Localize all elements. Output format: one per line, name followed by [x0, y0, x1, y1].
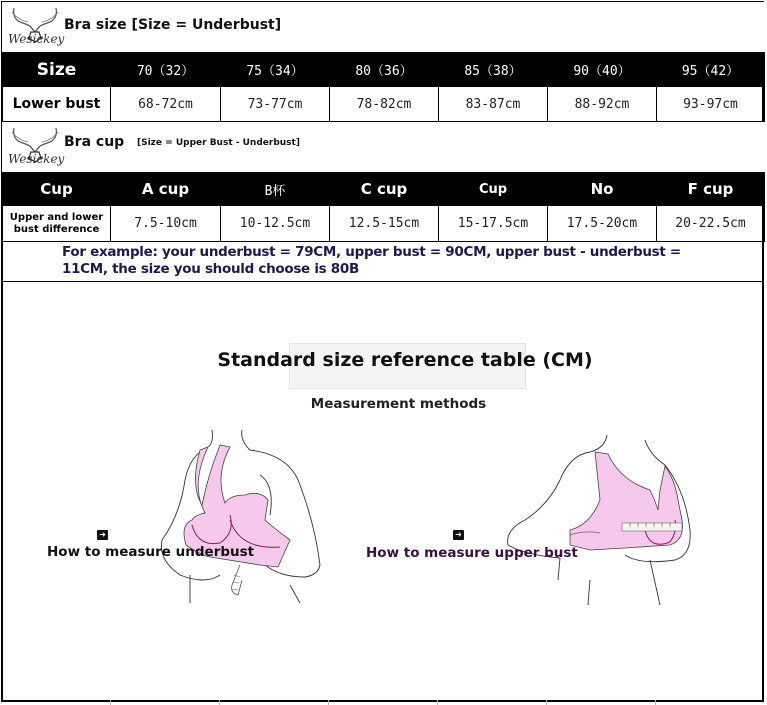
range-cell: 93-97cm: [657, 87, 765, 122]
bra-cup-title: Bra cup: [64, 134, 125, 150]
cup-cell: B杯: [221, 173, 330, 206]
reference-title: Standard size reference table (CM): [217, 349, 593, 371]
cup-range-cell: 12.5-15cm: [330, 206, 439, 242]
bra-cup-table: [2, 172, 765, 242]
size-cell: 90（40）: [548, 53, 657, 87]
size-cell: 70（32）: [111, 53, 221, 87]
bra-size-header: [2, 2, 764, 52]
size-header-label: Size: [3, 53, 111, 87]
cup-range-cell: 10-12.5cm: [221, 206, 330, 242]
range-cell: 83-87cm: [439, 87, 548, 122]
cup-cell: F cup: [657, 173, 765, 206]
bottom-column-ticks: [0, 700, 767, 705]
cup-range-cell: 20-22.5cm: [657, 206, 765, 242]
bust-difference-label: Upper and lower bust difference: [3, 206, 111, 242]
bra-size-title: Bra size [Size = Underbust]: [64, 17, 282, 33]
underbust-illustration: [150, 425, 365, 605]
bust-difference-row: [3, 206, 765, 242]
brand-name: Wesickey: [8, 32, 65, 46]
example-text: For example: your underbust = 79CM, upper bust = 90CM, upper bust - underbust = 11CM, the size you should choose is 80B: [62, 244, 681, 277]
underbust-caption: How to measure underbust: [47, 544, 255, 560]
lower-bust-row: [3, 87, 765, 122]
cup-header-label: Cup: [3, 173, 111, 206]
range-cell: 78-82cm: [330, 87, 439, 122]
example-note: [2, 240, 764, 282]
cup-header-row: [3, 173, 765, 206]
cup-range-cell: 15-17.5cm: [439, 206, 548, 242]
bra-cup-subtitle: [Size = Upper Bust - Underbust]: [137, 138, 300, 148]
size-header-row: [3, 53, 765, 87]
cup-cell: Cup: [439, 173, 548, 206]
upper-bust-illustration: [500, 430, 700, 610]
arrow-right-icon: ➜: [97, 530, 108, 540]
range-cell: 73-77cm: [221, 87, 330, 122]
upper-bust-caption: How to measure upper bust: [366, 545, 578, 561]
brand-name: Wesickey: [8, 152, 65, 166]
bra-size-table: [2, 52, 765, 122]
cup-range-cell: 17.5-20cm: [548, 206, 657, 242]
cup-cell: No: [548, 173, 657, 206]
size-cell: 95（42）: [657, 53, 765, 87]
lower-bust-label: Lower bust: [3, 87, 111, 122]
range-cell: 88-92cm: [548, 87, 657, 122]
measurement-methods-title: Measurement methods: [310, 396, 487, 412]
size-cell: 85（38）: [439, 53, 548, 87]
size-cell: 75（34）: [221, 53, 330, 87]
bra-cup-header: [2, 122, 764, 172]
cup-range-cell: 7.5-10cm: [111, 206, 221, 242]
arrow-right-icon: ➜: [453, 530, 464, 540]
cup-cell: C cup: [330, 173, 439, 206]
range-cell: 68-72cm: [111, 87, 221, 122]
size-cell: 80（36）: [330, 53, 439, 87]
cup-cell: A cup: [111, 173, 221, 206]
